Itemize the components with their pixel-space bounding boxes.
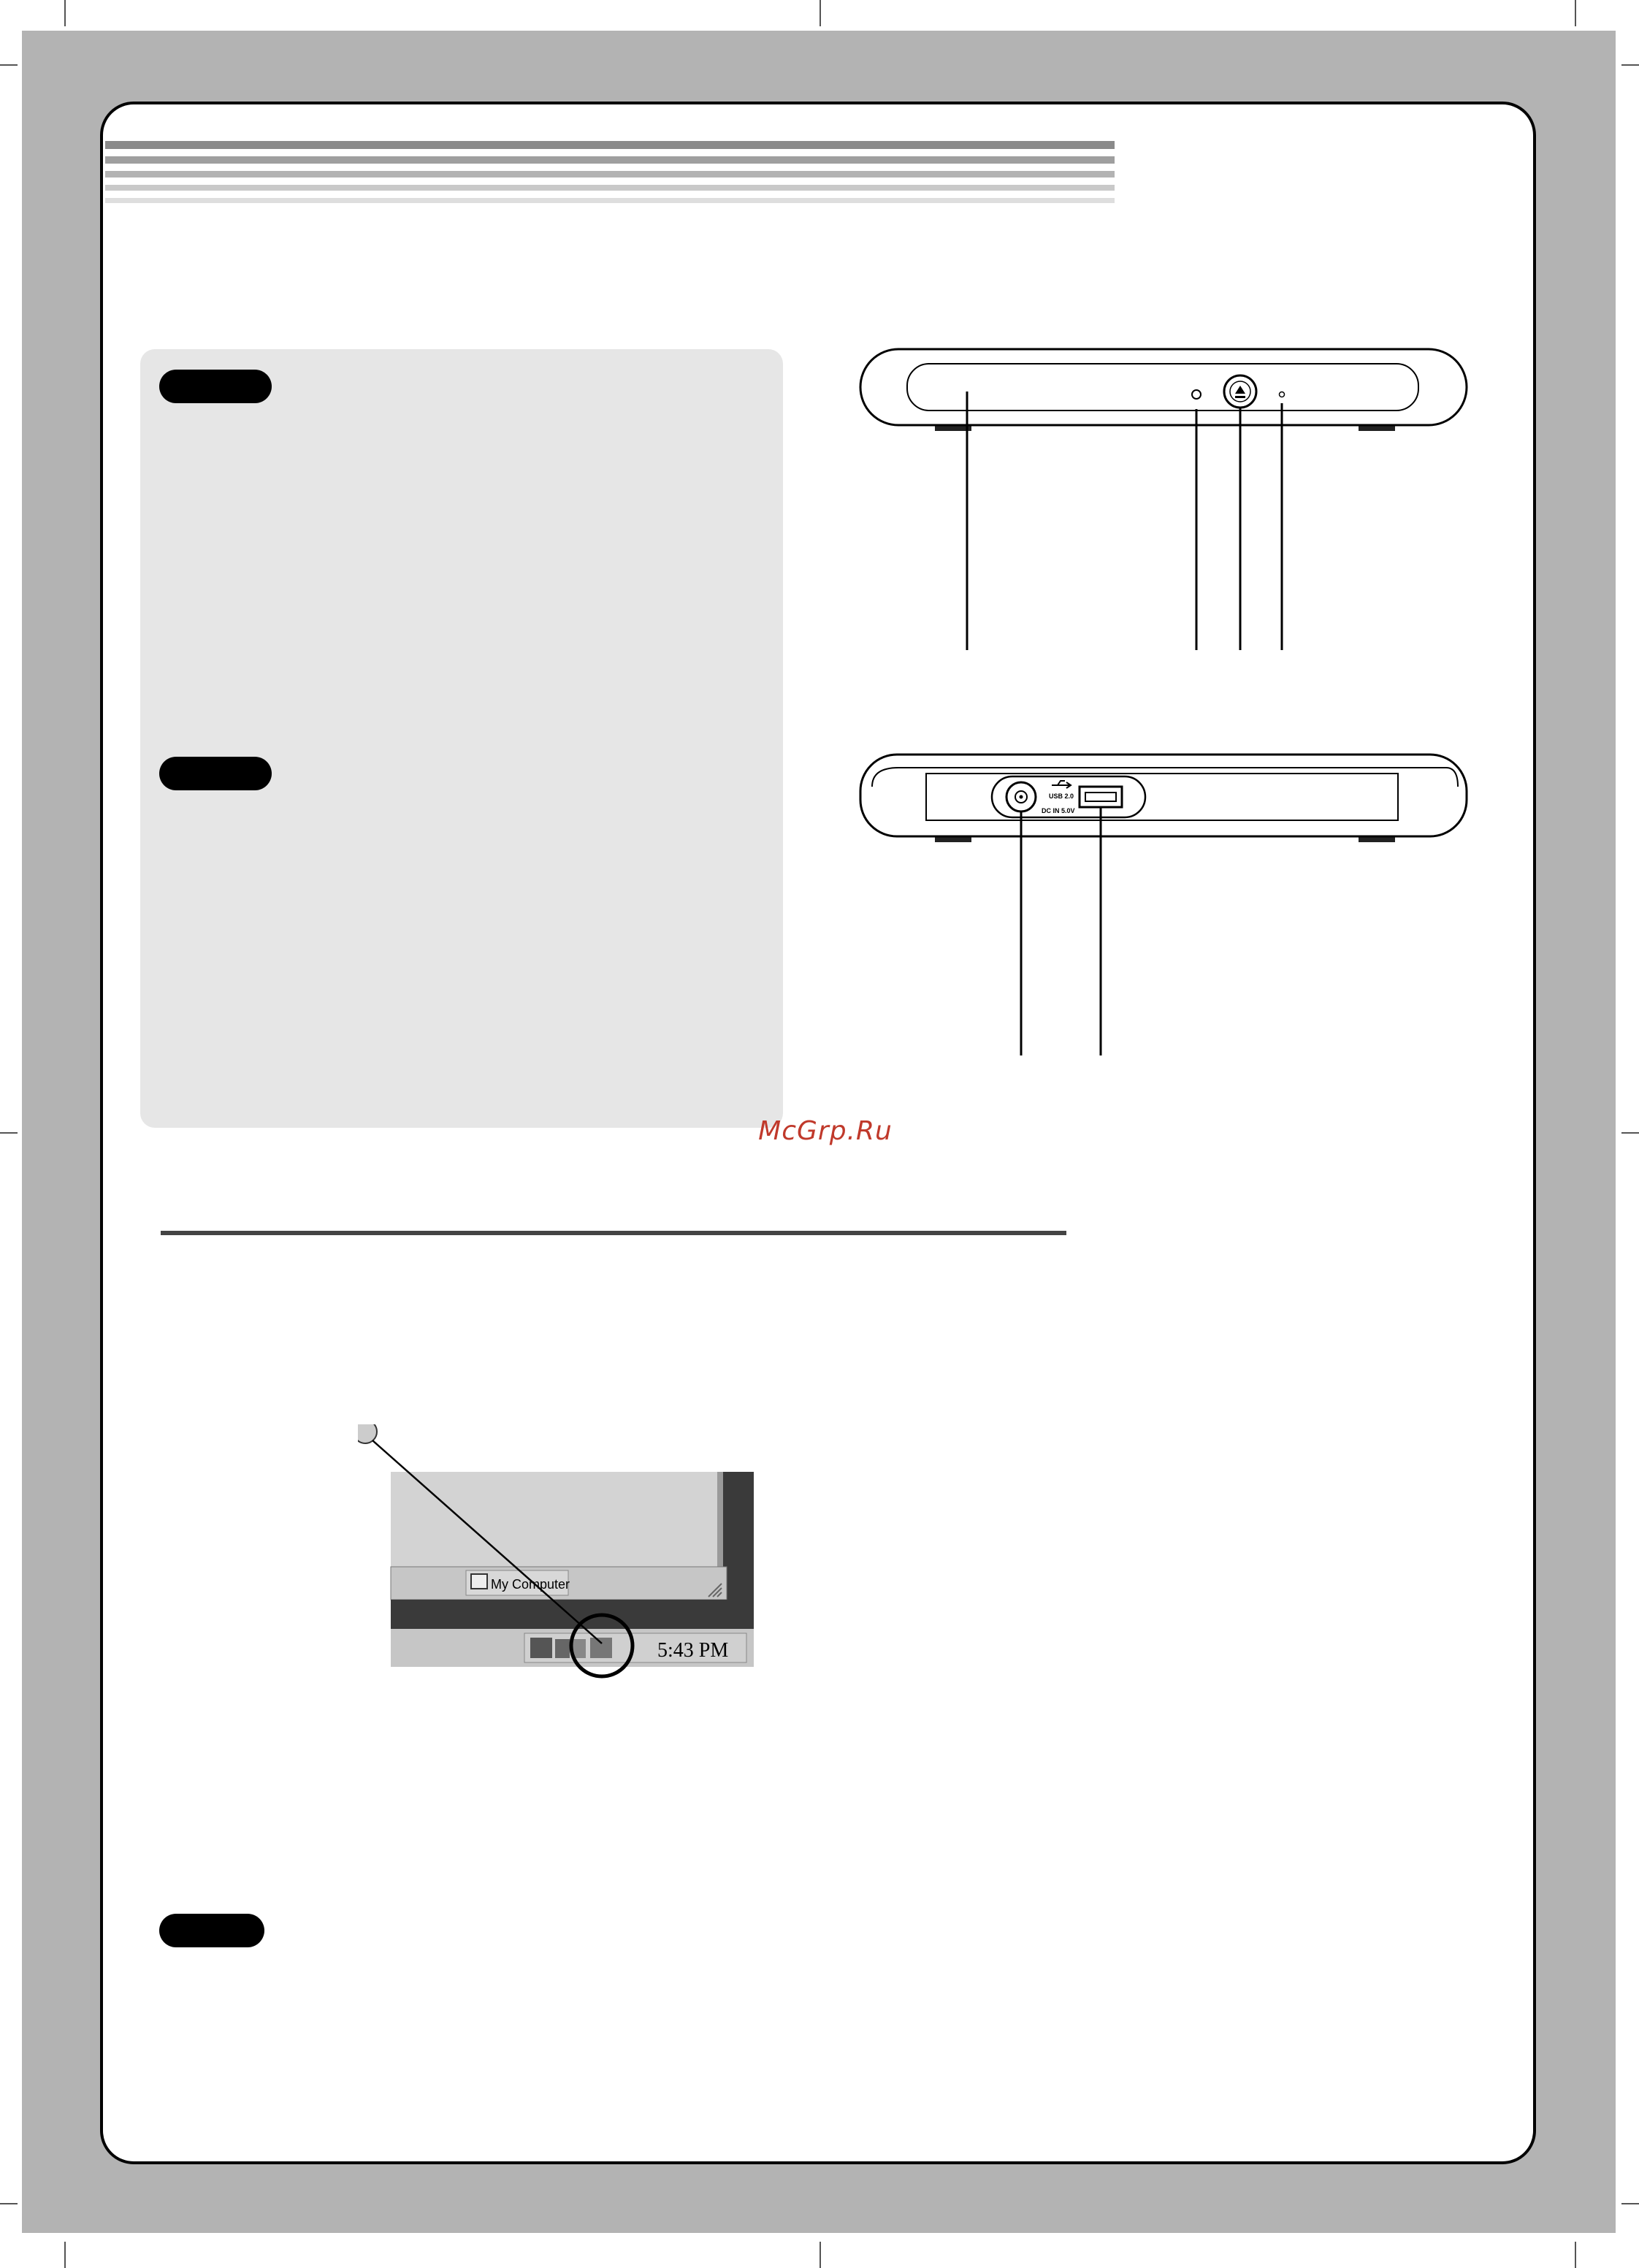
drive-front-view — [855, 343, 1475, 657]
section-divider — [161, 1231, 1066, 1235]
header-stripe-5 — [105, 198, 1115, 203]
crop-mark-top-left — [64, 0, 66, 26]
crop-mark-bottom-left — [64, 2242, 66, 2268]
usb-port-label: USB 2.0 — [1049, 793, 1074, 800]
crop-mark-top-right — [1575, 0, 1576, 26]
crop-mark-right-bottom — [1621, 2203, 1639, 2204]
crop-mark-right-top — [1621, 64, 1639, 66]
crop-mark-left-mid — [0, 1132, 18, 1134]
section-pill-rear — [159, 757, 272, 790]
window-area — [391, 1472, 723, 1567]
activity-led-icon — [1192, 390, 1201, 399]
eject-hardware-icon — [590, 1638, 612, 1658]
computer-icon — [471, 1574, 487, 1589]
header-stripe-4 — [105, 185, 1115, 191]
emergency-eject-hole-icon — [1280, 392, 1285, 397]
dc-in-label: DC IN 5.0V — [1042, 807, 1075, 814]
header-stripe-1 — [105, 141, 1115, 149]
crop-mark-bottom-right — [1575, 2242, 1576, 2268]
network-tray-icon — [555, 1639, 570, 1658]
my-computer-label: My Computer — [491, 1577, 570, 1592]
section-pill-front — [159, 370, 272, 403]
ati-tray-icon — [530, 1638, 552, 1658]
section-pill-note — [159, 1914, 264, 1947]
crop-mark-bottom-center — [820, 2242, 821, 2268]
header-stripe-3 — [105, 171, 1115, 177]
crop-mark-top-center — [820, 0, 821, 26]
drive-rear-view — [855, 749, 1475, 1063]
watermark: McGrp.Ru — [758, 1116, 893, 1146]
clock: 5:43 PM — [657, 1639, 729, 1662]
crop-mark-right-mid — [1621, 1132, 1639, 1134]
info-panel — [140, 349, 783, 1128]
header-stripe-2 — [105, 156, 1115, 164]
enlarged-tray-icon — [358, 1424, 377, 1443]
window-right-border — [717, 1472, 723, 1567]
taskbar-screenshot — [358, 1424, 767, 1680]
front-inner-panel — [907, 364, 1418, 411]
desktop-strip — [391, 1600, 754, 1629]
crop-mark-left-top — [0, 64, 18, 66]
crop-mark-left-bottom — [0, 2203, 18, 2204]
